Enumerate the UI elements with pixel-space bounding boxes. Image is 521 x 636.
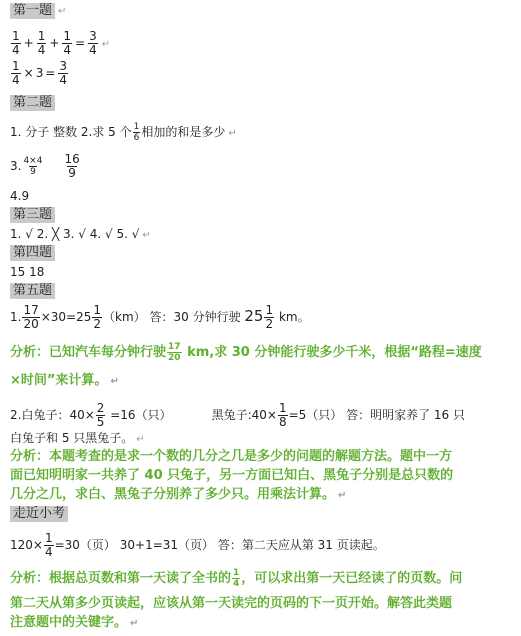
fraction: $\frac{3}{4}$ <box>59 59 68 87</box>
section-3-row <box>10 206 55 223</box>
answer-line: 白兔子和 5 只黑兔子。 ↵ <box>10 431 145 445</box>
fraction: $\frac{17}{20}$ <box>168 342 181 363</box>
answer-line: 1. 分子 整数 2.求 5 个 $\frac{1}{6}$ 相加的和是多少 ↵ <box>10 122 237 143</box>
analysis-line: 注意题中的关键字。 ↵ <box>10 615 139 630</box>
fraction: $\frac{1}{6}$ <box>133 122 140 143</box>
near-exam-row <box>10 505 68 522</box>
fraction: $\frac{1}{4}$ <box>12 29 20 57</box>
analysis-line: 分析：已知汽车每分钟行驶 $\frac{17}{20}$ km,求 30 分钟能行驶多少千米，根据“路程=速度 <box>10 342 482 363</box>
fraction: $\frac{1}{4}$ <box>63 29 72 57</box>
paragraph-mark: ↵ <box>338 490 347 501</box>
analysis-line: 面已知明明家一共养了 40 只兔子，另一方面已知白、黑兔子分别是总只数的 <box>10 468 454 483</box>
analysis-line: 几分之几，求白、黑兔子分别养了多少只。用乘法计算。 ↵ <box>10 487 347 502</box>
section-5-row <box>10 282 55 299</box>
fraction: $\frac{1}{2}$ <box>265 303 274 331</box>
paragraph-mark: ↵ <box>58 6 67 17</box>
fraction: $\frac{3}{4}$ <box>89 29 97 57</box>
fraction: $\frac{1}{8}$ <box>278 401 287 429</box>
section-header: 走近小考 <box>10 506 68 522</box>
fraction: $\frac{1}{4}$ <box>44 531 53 559</box>
section-2-row <box>10 94 55 111</box>
section-header: 第三题 <box>10 207 55 223</box>
answer-line: 2.白兔子：40× $\frac{2}{5}$ =16（只） 黑兔子:40× $\frac{1}{8}$ =5（只） 答：明明家养了 16 只 <box>10 401 465 429</box>
fraction: $\frac{1}{4}$ <box>37 29 46 57</box>
section-header: 第一题 <box>10 3 55 19</box>
paragraph-mark: ↵ <box>142 230 151 241</box>
analysis-line: 分析：本题考查的是求一个数的几分之几是多少的问题的解题方法。题中一方 <box>10 449 453 464</box>
answer-line: 1. √ 2. ╳ 3. √ 4. √ 5. √ ↵ <box>10 227 151 241</box>
answer-line: 4.9 <box>10 189 30 203</box>
fraction: $\frac{2}{5}$ <box>96 401 105 429</box>
equation-line: $\frac{1}{4}$ × 3 = $\frac{3}{4}$ <box>12 59 68 87</box>
paragraph-mark: ↵ <box>228 128 237 139</box>
fraction: $\frac{1}{4}$ <box>233 568 240 589</box>
section-4-row <box>10 244 55 261</box>
section-1-row <box>10 2 66 20</box>
paragraph-mark: ↵ <box>101 39 111 50</box>
section-header: 第二题 <box>10 95 55 111</box>
paragraph-mark: ↵ <box>130 618 139 629</box>
equation-line: $\frac{1}{4}$ + $\frac{1}{4}$ + $\frac{1}{4}$ = $\frac{3}{4}$ ↵ <box>12 29 111 57</box>
fraction: $\frac{1}{4}$ <box>12 59 20 87</box>
answer-line: 1. $\frac{17}{20}$ ×30=25 $\frac{1}{2}$ （km） 答：30 分钟行驶 25 $\frac{1}{2}$ km。 <box>10 303 310 331</box>
fraction: $\frac{17}{20}$ <box>23 303 39 331</box>
analysis-line: ×时间”来计算。 ↵ <box>10 373 119 388</box>
answer-line: 3. $\frac{4\times 4}{9}$ $\frac{16}{9}$ <box>10 152 80 180</box>
fraction: $\frac{16}{9}$ <box>64 152 80 180</box>
paragraph-mark: ↵ <box>110 376 119 387</box>
analysis-line: 第二天从第多少页读起，应该从第一天读完的页码的下一页开始。解答此类题 <box>10 596 453 611</box>
fraction: $\frac{1}{2}$ <box>93 303 102 331</box>
answer-line: 120× $\frac{1}{4}$ =30（页） 30+1=31（页） 答：第二天应从第 31 页读起。 <box>10 531 385 559</box>
analysis-line: 分析：根据总页数和第一天读了全书的 $\frac{1}{4}$ ，可以求出第一天已经读了的页数。问 <box>10 568 463 589</box>
fraction: $\frac{4\times 4}{9}$ <box>23 156 43 177</box>
section-header: 第五题 <box>10 283 55 299</box>
answer-line: 15 18 <box>10 265 45 279</box>
paragraph-mark: ↵ <box>136 434 145 445</box>
section-header: 第四题 <box>10 245 55 261</box>
